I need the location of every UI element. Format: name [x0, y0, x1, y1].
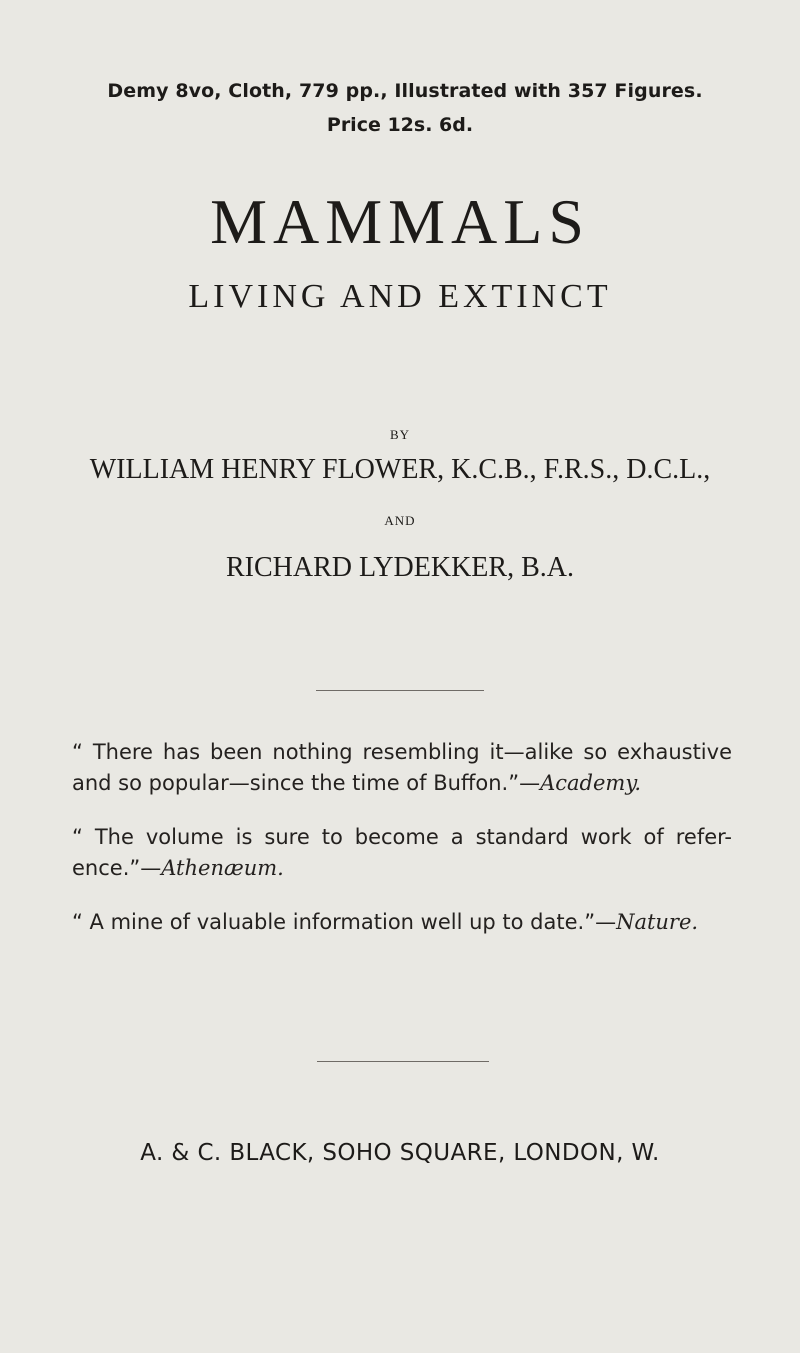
review-text-line — [72, 853, 732, 884]
book-subtitle: LIVING AND EXTINCT — [188, 278, 612, 315]
author-second: RICHARD LYDEKKER, B.A. — [226, 552, 574, 583]
review-text-line: “ The volume is sure to become a standard work of refer- — [72, 825, 732, 849]
and-label: AND — [384, 513, 416, 528]
review-source: Academy. — [540, 771, 642, 795]
by-label: BY — [389, 427, 411, 442]
divider-bottom — [317, 1061, 489, 1062]
review-text-line — [72, 907, 732, 938]
book-title: MAMMALS — [210, 186, 590, 257]
review-text-line — [72, 768, 732, 799]
review-source: Athenæum. — [161, 856, 284, 880]
author-first: WILLIAM HENRY FLOWER, K.C.B., F.R.S., D.C.L., — [89, 454, 711, 485]
edition-specs: Demy 8vo, Cloth, 779 pp., Illustrated with 357 Figures. — [107, 80, 703, 102]
review-quote — [72, 737, 732, 799]
review-text: and so popular—since the time of Buffon.”— — [72, 771, 541, 795]
review-text-line: “ There has been nothing resembling it—alike so exhaustive — [72, 740, 732, 764]
review-quote — [72, 907, 732, 938]
publisher-imprint: A. & C. BLACK, SOHO SQUARE, LONDON, W. — [140, 1140, 660, 1166]
review-source: Nature. — [616, 910, 699, 934]
divider-top — [316, 690, 484, 691]
review-quote — [72, 822, 732, 884]
price: Price 12s. 6d. — [326, 114, 474, 136]
review-text: ence.”— — [72, 856, 162, 880]
review-text: “ A mine of valuable information well up to date.”— — [72, 910, 617, 934]
